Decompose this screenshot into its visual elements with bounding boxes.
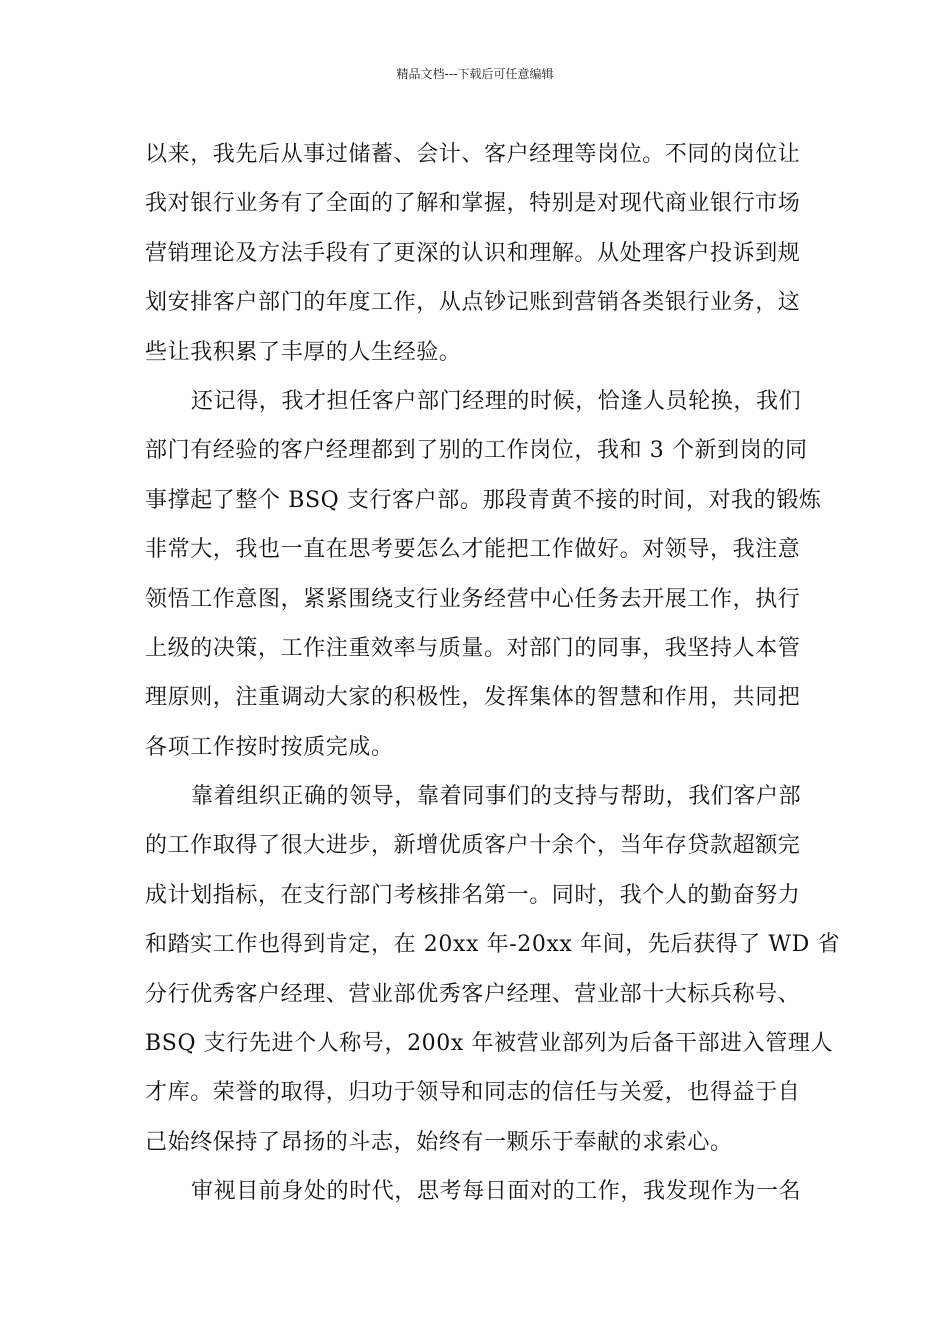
text-line: 理原则，注重调动大家的积极性，发挥集体的智慧和作用，共同把 [145,685,801,711]
text-line: 我对银行业务有了全面的了解和掌握，特别是对现代商业银行市场 [145,191,801,217]
text-line: 非常大，我也一直在思考要怎么才能把工作做好。对领导，我注意 [145,537,801,563]
text-line: 的工作取得了很大进步，新增优质客户十余个，当年存贷款超额完 [145,833,801,859]
page-header: 精品文档---下载后可任意编辑 [396,67,554,81]
text-line: 各项工作按时按质完成。 [145,734,394,760]
text-line: 和踏实工作也得到肯定，在 20xx 年-20xx 年间，先后获得了 WD 省 [145,932,841,958]
text-line: 划安排客户部门的年度工作，从点钞记账到营销各类银行业务，这 [145,290,801,316]
text-line: 营销理论及方法手段有了更深的认识和理解。从处理客户投诉到规 [145,240,801,266]
text-line: 成计划指标，在支行部门考核排名第一。同时，我个人的勤奋努力 [145,882,801,908]
text-line: 己始终保持了昂扬的斗志，始终有一颗乐于奉献的求索心。 [145,1129,733,1155]
text-line: 以来，我先后从事过储蓄、会计、客户经理等岗位。不同的岗位让 [145,142,801,167]
text-line: 事撑起了整个 BSQ 支行客户部。那段青黄不接的时间，对我的锻炼 [145,487,822,513]
text-line: 部门有经验的客户经理都到了别的工作岗位，我和 3 个新到岗的同 [145,438,808,464]
paragraph-first-line: 审视目前身处的时代，思考每日面对的工作，我发现作为一名 [191,1179,802,1205]
text-line: 些让我积累了丰厚的人生经验。 [145,339,462,365]
text-line: 领悟工作意图，紧紧围绕支行业务经营中心任务去开展工作，执行 [145,586,801,612]
text-line: 分行优秀客户经理、营业部优秀客户经理、营业部十大标兵称号、 [145,981,801,1007]
paragraph-first-line: 靠着组织正确的领导，靠着同事们的支持与帮助，我们客户部 [191,784,802,810]
text-line: 才库。荣誉的取得，归功于领导和同志的信任与关爱，也得益于自 [145,1080,801,1106]
paragraph-first-line: 还记得，我才担任客户部门经理的时候，恰逢人员轮换，我们 [191,388,802,414]
text-line: BSQ 支行先进个人称号，200x 年被营业部列为后备干部进入管理人 [145,1031,834,1057]
document-body [145,130,845,1217]
text-line: 上级的决策，工作注重效率与质量。对部门的同事，我坚持人本管 [145,635,801,661]
